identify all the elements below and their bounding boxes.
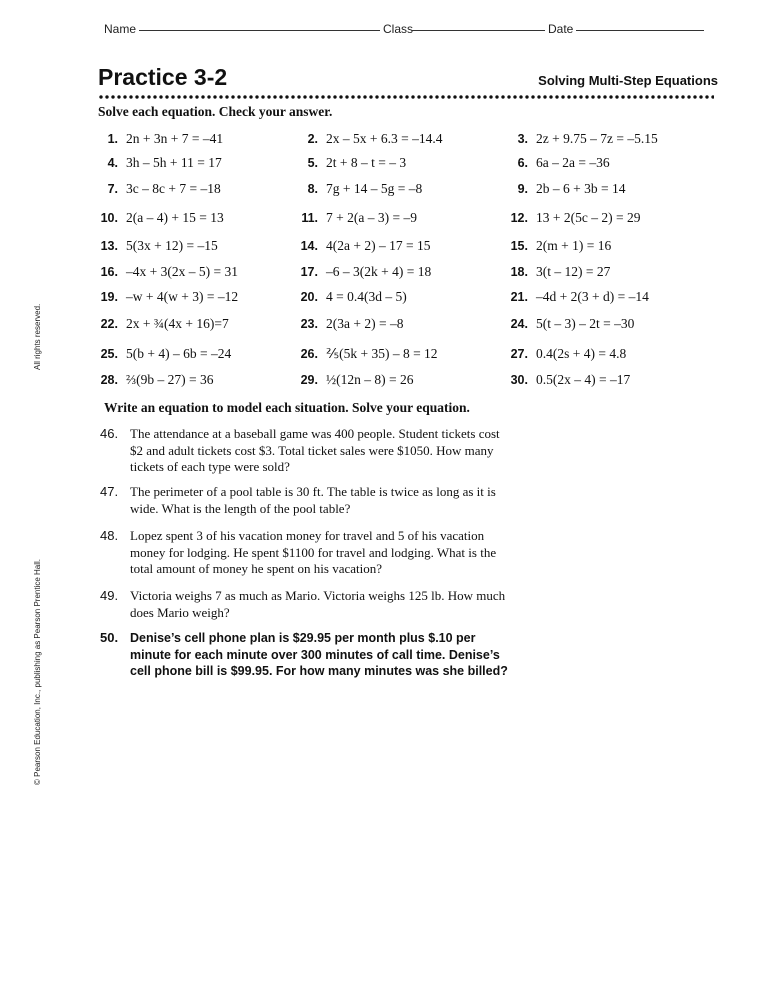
name-line bbox=[139, 30, 380, 31]
equation-number: 24. bbox=[510, 317, 528, 331]
instructions-model: Write an equation to model each situation. Solve your equation. bbox=[104, 400, 470, 415]
equation-number: 30. bbox=[510, 373, 528, 387]
equation-item bbox=[92, 155, 222, 171]
equation-text: 2(a – 4) + 15 = 13 bbox=[126, 210, 224, 225]
equation-item bbox=[502, 131, 658, 147]
equation-text: 4(2a + 2) – 17 = 15 bbox=[326, 238, 431, 253]
class-label: Class bbox=[383, 22, 414, 36]
equation-text: 4 = 0.4(3d – 5) bbox=[326, 289, 407, 304]
equation-text: –w + 4(w + 3) = –12 bbox=[126, 289, 239, 304]
equation-number: 2. bbox=[307, 132, 318, 146]
instructions-solve: Solve each equation. Check your answer. bbox=[98, 104, 333, 119]
equation-text: 2t + 8 – t = – 3 bbox=[326, 155, 407, 170]
class-line bbox=[412, 30, 545, 31]
equation-text: 0.5(2x – 4) = –17 bbox=[536, 372, 631, 387]
equation-number: 20. bbox=[300, 290, 318, 304]
equation-item bbox=[502, 155, 610, 171]
page-title: Practice 3-2 bbox=[98, 64, 228, 90]
equation-item bbox=[502, 346, 626, 362]
equation-item bbox=[292, 372, 413, 388]
equation-item bbox=[502, 181, 625, 197]
equation-text: –4d + 2(3 + d) = –14 bbox=[536, 289, 649, 304]
copyright-note: © Pearson Education, Inc., publishing as Pearson Prentice Hall. bbox=[33, 558, 42, 785]
equation-number: 17. bbox=[300, 265, 318, 279]
equation-number: 15. bbox=[510, 239, 528, 253]
equation-text: 2(3a + 2) = –8 bbox=[326, 316, 404, 331]
equation-text: 0.4(2s + 4) = 4.8 bbox=[536, 346, 627, 361]
equation-text: 2(m + 1) = 16 bbox=[536, 238, 612, 253]
equation-number: 4. bbox=[107, 156, 118, 170]
word-problem bbox=[100, 528, 510, 578]
equation-item bbox=[292, 210, 417, 226]
equation-number: 14. bbox=[300, 239, 318, 253]
problem-number: 47. bbox=[100, 484, 119, 499]
equation-text: ⅖(5k + 35) – 8 = 12 bbox=[326, 346, 438, 361]
equation-item bbox=[92, 316, 229, 332]
equation-text: 7g + 14 – 5g = –8 bbox=[326, 181, 423, 196]
problem-text: Denise’s cell phone plan is $29.95 per month plus $.10 per minute for each minute over 300 minutes of call time. Denise’s cell phone bill is $99.95. For how many minutes was she billed? bbox=[130, 631, 508, 678]
equation-item bbox=[92, 210, 224, 226]
equation-item bbox=[92, 131, 223, 147]
equation-text: 5(b + 4) – 6b = –24 bbox=[126, 346, 232, 361]
equation-text: 3c – 8c + 7 = –18 bbox=[126, 181, 221, 196]
equation-item bbox=[292, 316, 403, 332]
equation-number: 8. bbox=[307, 182, 318, 196]
equation-item bbox=[502, 238, 611, 254]
equation-number: 26. bbox=[300, 347, 318, 361]
dotted-divider bbox=[98, 94, 714, 100]
equation-text: 2b – 6 + 3b = 14 bbox=[536, 181, 626, 196]
equation-number: 13. bbox=[100, 239, 118, 253]
rights-reserved-note: All rights reserved. bbox=[33, 303, 42, 370]
equation-number: 16. bbox=[100, 265, 118, 279]
problem-number: 49. bbox=[100, 588, 119, 603]
equation-number: 11. bbox=[301, 211, 318, 225]
equation-number: 28. bbox=[100, 373, 118, 387]
equation-item bbox=[292, 238, 430, 254]
equation-text: ½(12n – 8) = 26 bbox=[326, 372, 414, 387]
equation-text: 5(3x + 12) = –15 bbox=[126, 238, 218, 253]
equation-number: 19. bbox=[100, 290, 118, 304]
equation-item bbox=[92, 346, 231, 362]
equation-text: 2x + ¾(4x + 16)=7 bbox=[126, 316, 229, 331]
equation-number: 10. bbox=[100, 211, 118, 225]
problem-text: The perimeter of a pool table is 30 ft. The table is twice as long as it is wide. What is the length of the pool table? bbox=[130, 484, 496, 516]
name-label: Name bbox=[104, 22, 137, 36]
equation-number: 21. bbox=[510, 290, 528, 304]
equation-number: 25. bbox=[100, 347, 118, 361]
equation-number: 18. bbox=[510, 265, 528, 279]
equation-text: 2n + 3n + 7 = –41 bbox=[126, 131, 224, 146]
equation-text: 2z + 9.75 – 7z = –5.15 bbox=[536, 131, 658, 146]
equation-text: 6a – 2a = –36 bbox=[536, 155, 610, 170]
equation-item bbox=[502, 289, 649, 305]
problem-number: 50. bbox=[100, 630, 119, 645]
equation-text: 3h – 5h + 11 = 17 bbox=[126, 155, 222, 170]
equation-number: 6. bbox=[517, 156, 528, 170]
equation-text: 2x – 5x + 6.3 = –14.4 bbox=[326, 131, 443, 146]
equation-item bbox=[502, 264, 610, 280]
equation-item bbox=[92, 264, 238, 280]
word-problem bbox=[100, 484, 510, 517]
equation-text: 5(t – 3) – 2t = –30 bbox=[536, 316, 635, 331]
equation-number: 1. bbox=[107, 132, 118, 146]
equation-item bbox=[292, 346, 438, 362]
word-problem bbox=[100, 426, 510, 476]
problem-text: Victoria weighs 7 as much as Mario. Victoria weighs 125 lb. How much does Mario weigh? bbox=[130, 588, 506, 620]
page-subtitle: Solving Multi-Step Equations bbox=[538, 73, 718, 88]
equation-item bbox=[502, 210, 640, 226]
problem-text: The attendance at a baseball game was 400 people. Student tickets cost $2 and adult tickets cost $3. Total ticket sales were $1050. How many tickets of each type were sold? bbox=[130, 426, 500, 474]
equation-item bbox=[292, 131, 442, 147]
equation-number: 23. bbox=[300, 317, 318, 331]
date-label: Date bbox=[548, 22, 574, 36]
equation-text: ⅔(9b – 27) = 36 bbox=[126, 372, 214, 387]
equation-text: –4x + 3(2x – 5) = 31 bbox=[126, 264, 238, 279]
equation-number: 27. bbox=[510, 347, 528, 361]
equation-item bbox=[292, 289, 407, 305]
equation-item bbox=[292, 264, 431, 280]
equation-number: 7. bbox=[107, 182, 118, 196]
equation-number: 22. bbox=[100, 317, 118, 331]
equation-number: 5. bbox=[307, 156, 318, 170]
equation-item bbox=[292, 155, 406, 171]
problem-number: 46. bbox=[100, 426, 119, 441]
equation-item bbox=[92, 289, 238, 305]
equation-text: 7 + 2(a – 3) = –9 bbox=[326, 210, 417, 225]
equation-item bbox=[502, 372, 630, 388]
equation-text: –6 – 3(2k + 4) = 18 bbox=[326, 264, 432, 279]
equation-number: 3. bbox=[517, 132, 528, 146]
equation-number: 9. bbox=[517, 182, 528, 196]
word-problem bbox=[100, 588, 510, 621]
equation-item bbox=[92, 181, 221, 197]
problem-text: Lopez spent 3 of his vacation money for travel and 5 of his vacation money for lodging. He spent $1100 for travel and lodging. What is the total amount of money he spent on his vacation? bbox=[130, 528, 497, 576]
equation-item bbox=[292, 181, 422, 197]
equation-text: 13 + 2(5c – 2) = 29 bbox=[536, 210, 641, 225]
equation-text: 3(t – 12) = 27 bbox=[536, 264, 611, 279]
equation-item bbox=[92, 372, 213, 388]
equation-number: 12. bbox=[510, 211, 528, 225]
problem-number: 48. bbox=[100, 528, 119, 543]
equation-item bbox=[502, 316, 634, 332]
equation-number: 29. bbox=[300, 373, 318, 387]
word-problem bbox=[100, 630, 510, 680]
date-line bbox=[576, 30, 704, 31]
equation-item bbox=[92, 238, 218, 254]
